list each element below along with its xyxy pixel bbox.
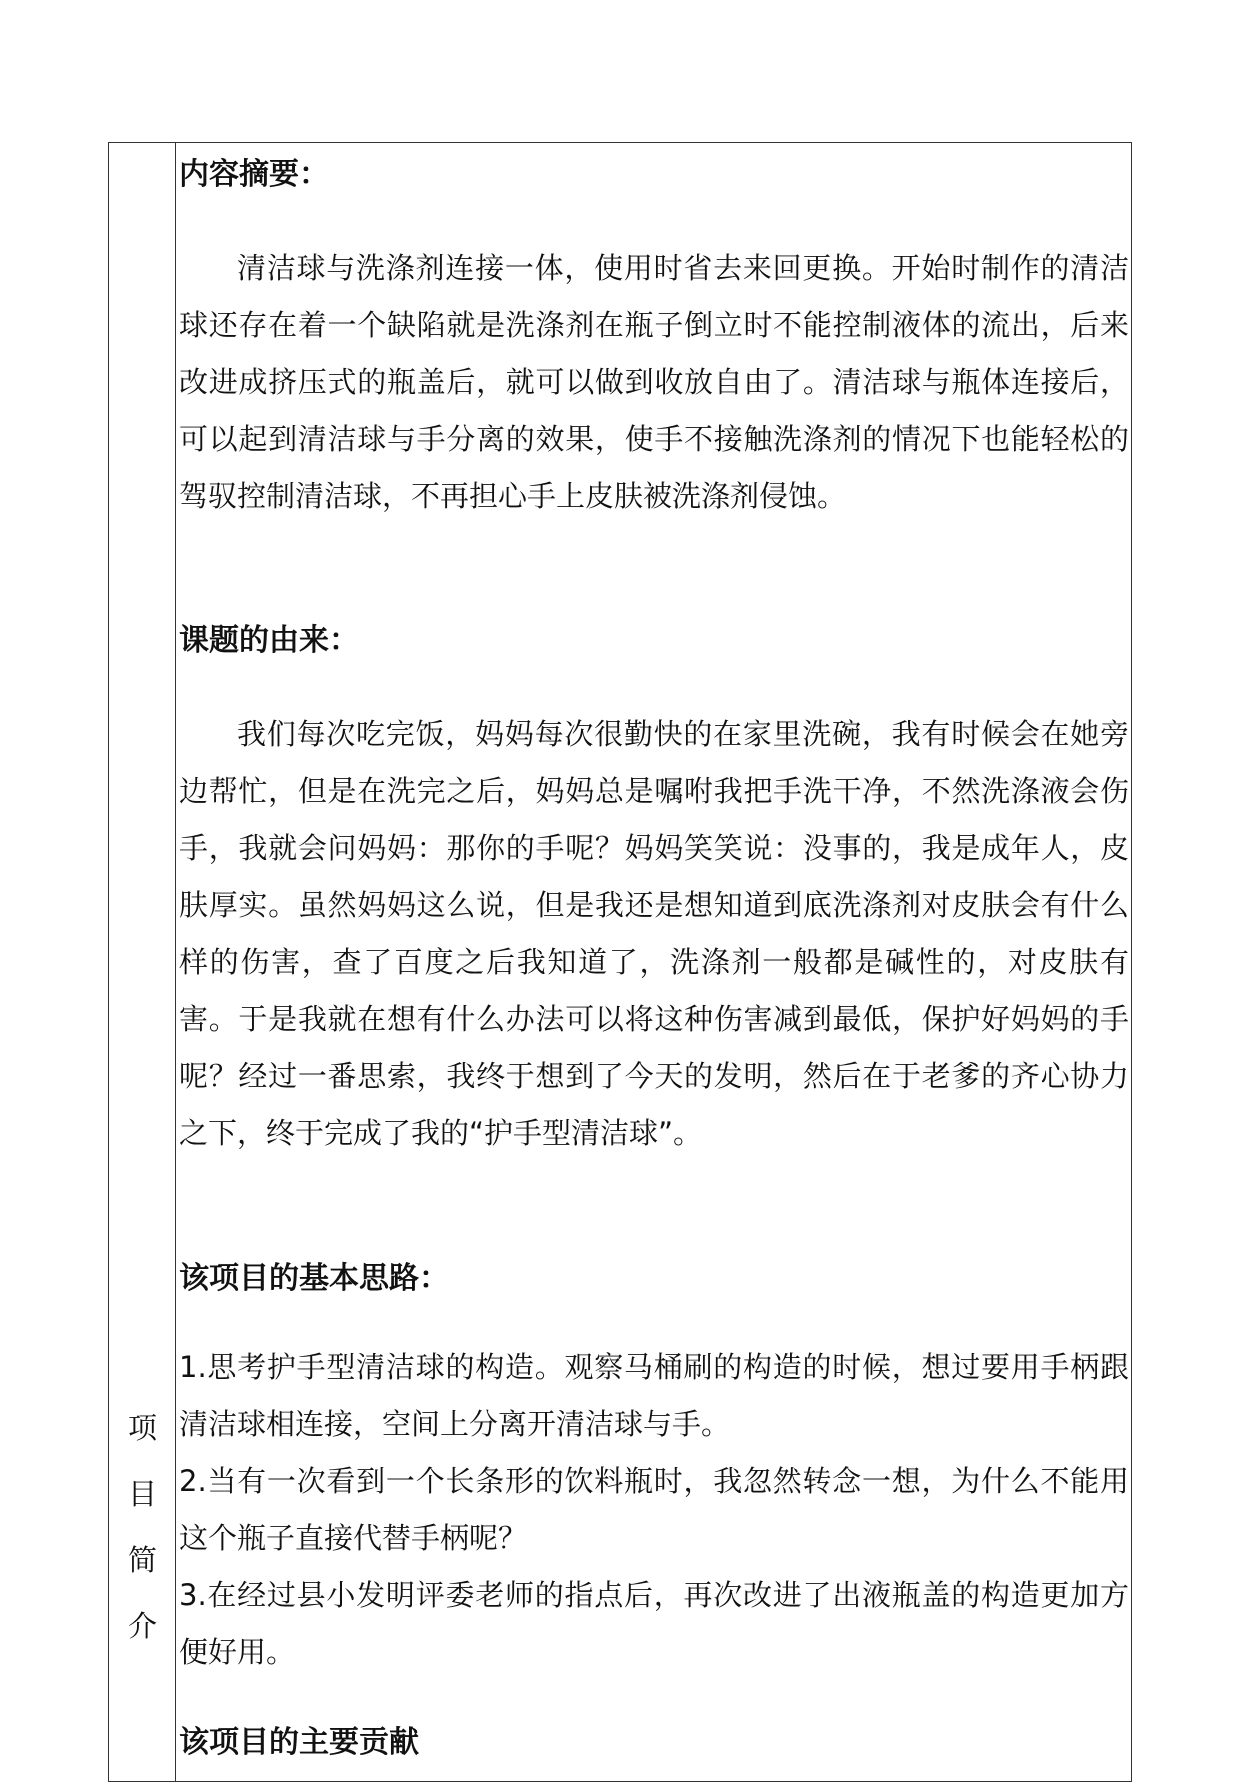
row-label-char: 简 — [127, 1543, 157, 1577]
row-label-cell — [109, 143, 176, 1781]
summary-text: 清洁球与洗涤剂连接一体，使用时省去来回更换。开始时制作的清洁球还存在着一个缺陷就是洗涤剂在瓶子倒立时不能控制液体的流出，后来改进成挤压式的瓶盖后，就可以做到收放自由了。清洁球与瓶体连接后，可以起到清洁球与手分离的效果，使手不接触洗涤剂的情况下也能轻松的驾驭控制清洁球，不再担心手上皮肤被洗涤剂侵蚀。 — [179, 251, 1129, 513]
row-label — [109, 1395, 176, 1659]
list-item: 2.当有一次看到一个长条形的饮料瓶时，我忽然转念一想，为什么不能用这个瓶子直接代替手柄呢？ — [179, 1464, 1129, 1555]
contribution-heading: 该项目的主要贡献 — [179, 1725, 419, 1760]
approach-list — [179, 1339, 1129, 1681]
origin-heading: 课题的由来： — [179, 623, 359, 658]
row-label-char: 项 — [127, 1411, 157, 1445]
approach-heading: 该项目的基本思路： — [179, 1261, 449, 1296]
list-item: 3.在经过县小发明评委老师的指点后，再次改进了出液瓶盖的构造更加方便好用。 — [179, 1578, 1129, 1669]
list-item: 1.思考护手型清洁球的构造。观察马桶刷的构造的时候，想过要用手柄跟清洁球相连接，空间上分离开清洁球与手。 — [179, 1350, 1129, 1441]
form-table — [108, 142, 1132, 1782]
summary-heading: 内容摘要： — [179, 157, 329, 192]
row-label-char: 介 — [127, 1609, 157, 1643]
row-label-char: 目 — [127, 1477, 157, 1511]
origin-text: 我们每次吃完饭，妈妈每次很勤快的在家里洗碗，我有时候会在她旁边帮忙，但是在洗完之后，妈妈总是嘱咐我把手洗干净，不然洗涤液会伤手，我就会问妈妈：那你的手呢？妈妈笑笑说：没事的，我是成年人，皮肤厚实。虽然妈妈这么说，但是我还是想知道到底洗涤剂对皮肤会有什么样的伤害，查了百度之后我知道了，洗涤剂一般都是碱性的，对皮肤有害。于是我就在想有什么办法可以将这种伤害减到最低，保护好妈妈的手呢？经过一番思索，我终于想到了今天的发明，然后在于老爹的齐心协力之下，终于完成了我的“护手型清洁球”。 — [179, 717, 1129, 1150]
